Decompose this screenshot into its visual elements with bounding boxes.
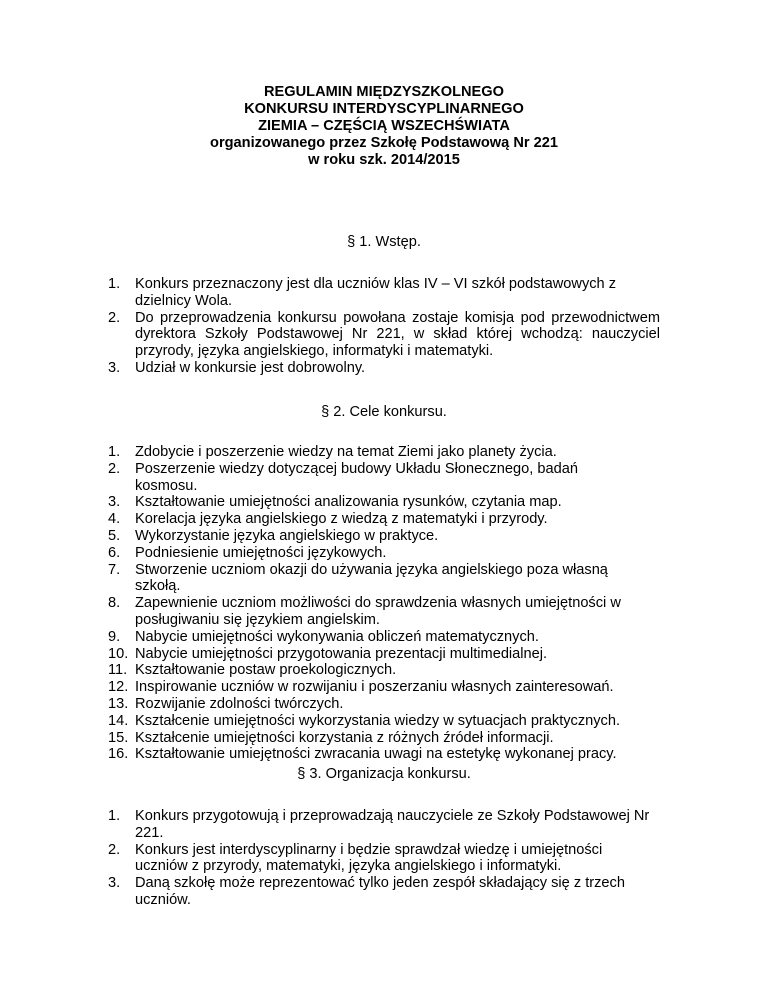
list-item [108,360,660,377]
list-item-number: 2. [108,460,121,477]
title-line-1: REGULAMIN MIĘDZYSZKOLNEGO [264,84,504,100]
list-item [108,276,660,310]
list-item-text: Korelacja języka angielskiego z wiedzą z matematyki i przyrody. [135,511,548,528]
list-item [108,730,660,747]
list-item-text: Kształcenie umiejętności wykorzystania wiedzy w sytuacjach praktycznych. [135,712,621,729]
list-item-text: Kształtowanie umiejętności zwracania uwagi na estetykę wykonanej pracy. [135,746,617,763]
list-item-number: 14. [108,712,129,729]
list-item [108,662,660,679]
section-2-heading: § 2. Cele konkursu. [321,404,447,420]
list-item-number: 12. [108,679,129,696]
list-item-text: Stworzenie uczniom okazji do używania języka angielskiego poza własną szkołą. [135,561,608,595]
list-item [108,713,660,730]
list-item [108,494,660,511]
list-item [108,696,660,713]
list-item [108,746,660,763]
list-item-text: Kształcenie umiejętności korzystania z różnych źródeł informacji. [135,729,554,746]
list-item [108,679,660,696]
list-item-text: Kształtowanie postaw proekologicznych. [135,662,397,679]
list-item [108,310,660,360]
list-item-text: Zdobycie i poszerzenie wiedzy na temat Ziemi jako planety życia. [135,444,557,460]
list-item-text: Udział w konkursie jest dobrowolny. [135,359,366,376]
list-item-number: 10. [108,645,129,662]
list-item-number: 1. [108,276,121,292]
list-item-number: 1. [108,808,121,824]
list-item-number: 8. [108,595,121,612]
list-item-text: Poszerzenie wiedzy dotyczącej budowy Układu Słonecznego, badań kosmosu. [135,460,578,494]
title-line-5: w roku szk. 2014/2015 [308,152,460,168]
list-item [108,842,660,876]
list-item [108,875,660,909]
list-item-text: Do przeprowadzenia konkursu powołana zostaje komisja pod przewodnictwem dyrektora Szkoły Podstawowej Nr 221, w skład której wchodzą: nauczyciel przyrody, języka angielskiego, informatyki i matematyki. [135,309,660,360]
section-1-heading: § 1. Wstęp. [347,234,421,250]
list-item-number: 6. [108,544,121,561]
list-item-text: Konkurs przeznaczony jest dla uczniów klas IV – VI szkół podstawowych z dzielnicy Wola. [135,276,617,309]
title-line-4: organizowanego przez Szkołę Podstawową Nr 221 [210,135,558,151]
title-line-2: KONKURSU INTERDYSCYPLINARNEGO [244,101,524,117]
list-item-text: Daną szkołę może reprezentować tylko jeden zespół składający się z trzech uczniów. [135,875,625,908]
section-3-heading: § 3. Organizacja konkursu. [297,766,471,782]
list-item [108,444,660,461]
list-item [108,629,660,646]
list-item [108,511,660,528]
list-item-number: 2. [108,309,121,326]
list-item-text: Inspirowanie uczniów w rozwijaniu i poszerzaniu własnych zainteresowań. [135,679,614,696]
list-item-number: 3. [108,875,121,892]
list-item [108,646,660,663]
list-item-text: Rozwijanie zdolności twórczych. [135,695,344,712]
list-item-text: Konkurs przygotowują i przeprowadzają nauczyciele ze Szkoły Podstawowej Nr 221. [135,808,650,841]
list-item-number: 1. [108,444,121,460]
section-1-list [108,276,660,377]
section-2-list [108,444,660,763]
list-item-text: Nabycie umiejętności przygotowania prezentacji multimedialnej. [135,645,548,662]
list-item-number: 3. [108,359,121,376]
list-item [108,562,660,596]
list-item-number: 7. [108,561,121,578]
list-item-text: Konkurs jest interdyscyplinarny i będzie sprawdzał wiedzę i umiejętności uczniów z przyrody, matematyki, języka angielskiego i informatyki. [135,841,603,875]
list-item-number: 11. [108,662,128,679]
list-item-text: Podniesienie umiejętności językowych. [135,544,387,561]
list-item-text: Zapewnienie uczniom możliwości do sprawdzenia własnych umiejętności w posługiwaniu się językiem angielskim. [135,595,621,628]
list-item [108,461,660,495]
list-item-number: 5. [108,527,121,544]
list-item [108,595,660,629]
list-item-number: 3. [108,494,121,511]
list-item [108,545,660,562]
section-3-list [108,808,660,909]
list-item [108,528,660,545]
list-item [108,808,660,842]
list-item-number: 13. [108,695,129,712]
list-item-text: Nabycie umiejętności wykonywania obliczeń matematycznych. [135,628,539,645]
list-item-number: 16. [108,746,129,763]
list-item-number: 15. [108,729,129,746]
document-title [0,84,768,169]
list-item-number: 4. [108,511,121,528]
list-item-number: 9. [108,628,121,645]
list-item-text: Kształtowanie umiejętności analizowania rysunków, czytania map. [135,494,562,511]
title-line-3: ZIEMIA – CZĘŚCIĄ WSZECHŚWIATA [258,118,510,134]
list-item-number: 2. [108,841,121,858]
list-item-text: Wykorzystanie języka angielskiego w praktyce. [135,527,439,544]
